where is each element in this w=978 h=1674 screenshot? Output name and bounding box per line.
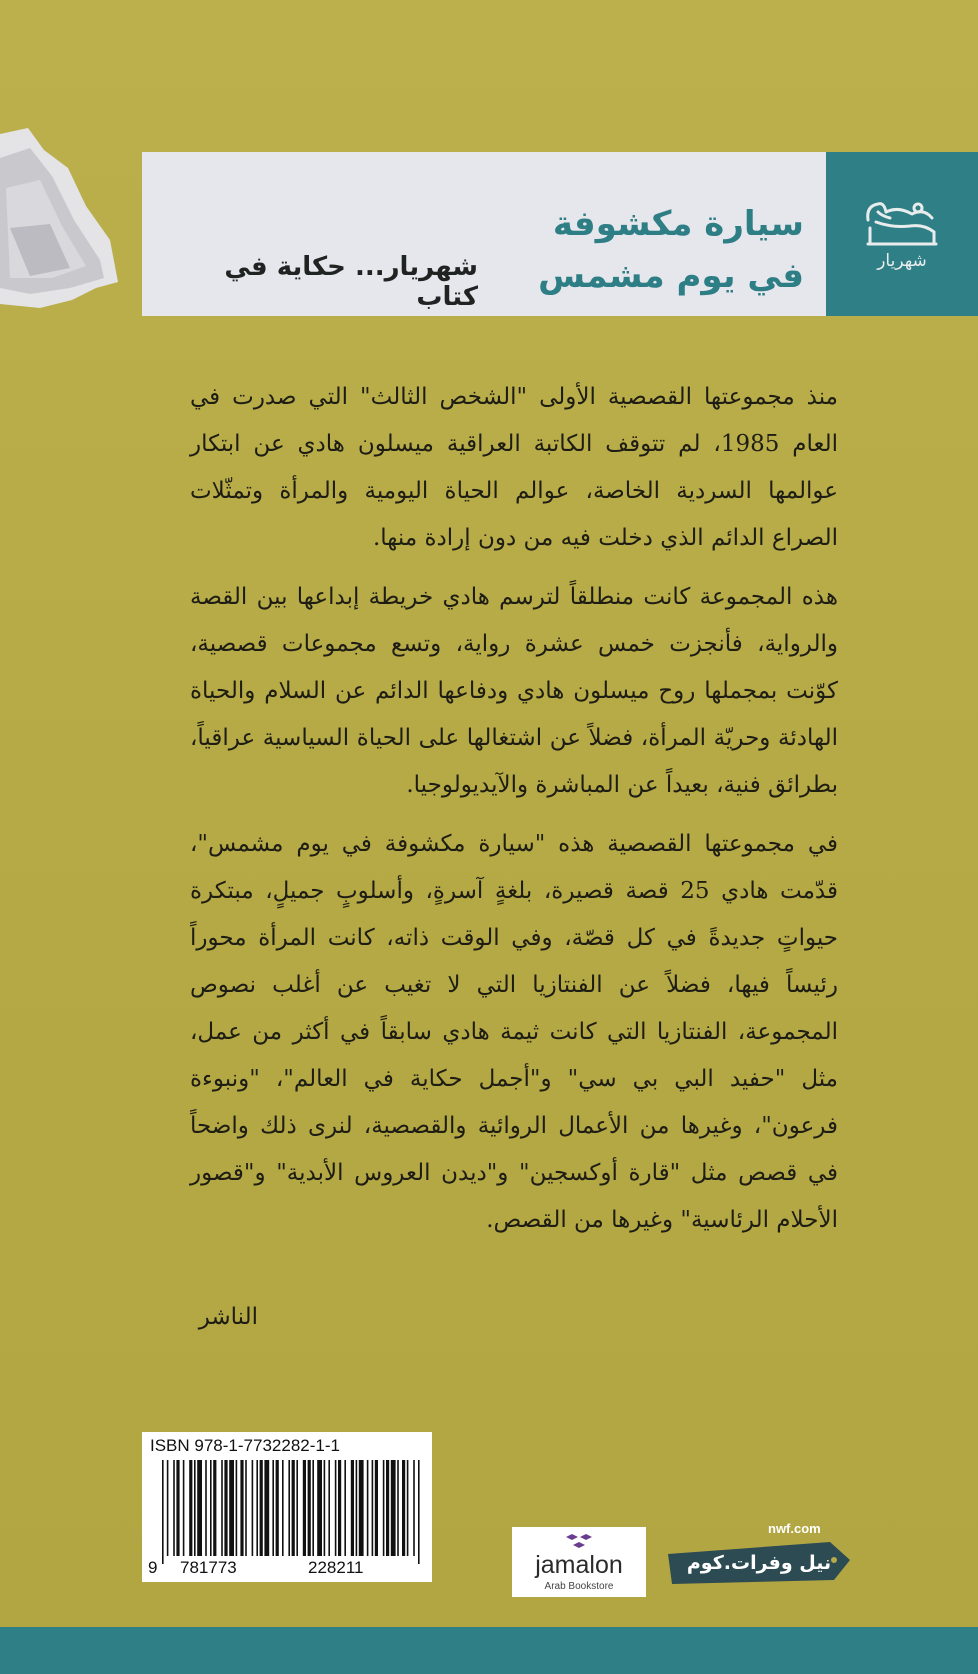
publisher-logo	[826, 152, 978, 316]
blurb-paragraph-1: منذ مجموعتها القصصية الأولى "الشخص الثالث" التي صدرت في العام 1985، لم تتوقف الكاتبة العراقية ميسلون هادي عن ابتكار عوالمها السردية الخاصة، عوالم الحياة اليومية والمرأة وتمثّلات الصراع الدائم الذي دخلت فيه من دون إرادة منها.	[190, 384, 838, 551]
jamalon-name: jamalon	[535, 1551, 623, 1579]
blurb-paragraph-2: هذه المجموعة كانت منطلقاً لترسم هادي خريطة إبداعها بين القصة والرواية، فأنجزت خمس عشرة رواية، وتسع مجموعات قصصية، كوّنت بمجملها روح ميسلون هادي ودفاعها الدائم عن السلام والحياة الهادئة وحريّة المرأة، فضلاً عن اشتغالها على الحياة السياسية عراقياً، بطرائق فنية، بعيداً عن المباشرة والآيديولوجيا.	[190, 584, 838, 798]
series-tagline: شهريار... حكاية في كتاب	[224, 252, 478, 312]
nwf-arabic-name: نيل وفرات.كوم	[686, 1552, 832, 1574]
blurb-paragraph-3: في مجموعتها القصصية هذه "سيارة مكشوفة في يوم مشمس"، قدّمت هادي 25 قصة قصيرة، بلغةٍ آسرةٍ، وأسلوبٍ جميلٍ، مبتكرة حيواتٍ جديدةً في كل قصّة، وفي الوقت ذاته، كانت المرأة محوراً رئيساً فيها، فضلاً عن الفنتازيا التي لا تغيب عن أغلب نصوص المجموعة، الفنتازيا التي كانت ثيمة هادي سابقاً في أكثر من عمل، مثل "حفيد البي بي سي" و"أجمل حكاية في العالم"، "ونبوءة فرعون"، وغيرها من الأعمال الروائية والقصصية، لنرى ذلك واضحاً في قصص مثل "قارة أوكسجين" و"ديدن العروس الأبدية" و"قصور الأحلام الرئاسية" وغيرها من القصص.	[190, 831, 838, 1233]
barcode-digit-group-1: 781773	[180, 1558, 237, 1577]
logo-text: شهريار	[877, 251, 927, 271]
nwf-logo	[664, 1540, 852, 1586]
book-title	[504, 198, 804, 302]
isbn-label: ISBN 978-1-7732282-1-1	[150, 1436, 340, 1455]
book-title-line-1: سيارة مكشوفة	[552, 204, 804, 244]
book-title-line-2: في يوم مشمس	[538, 256, 804, 296]
reclining-figure-icon	[862, 198, 942, 272]
title-box	[142, 152, 826, 316]
torn-paper-graphic	[0, 128, 120, 308]
jamalon-logo	[512, 1527, 646, 1597]
title-band	[142, 152, 978, 316]
bottom-band	[0, 1627, 978, 1674]
isbn-barcode	[142, 1432, 432, 1582]
jamalon-subtitle: Arab Bookstore	[544, 1581, 614, 1592]
barcode-digit-group-2: 228211	[308, 1558, 364, 1577]
publisher-signature: الناشر	[198, 1304, 258, 1330]
barcode-digit-lead: 9	[148, 1558, 158, 1577]
stacked-books-icon	[564, 1533, 594, 1551]
nwf-url: nwf.com	[768, 1521, 821, 1536]
blurb-text	[190, 374, 838, 1256]
